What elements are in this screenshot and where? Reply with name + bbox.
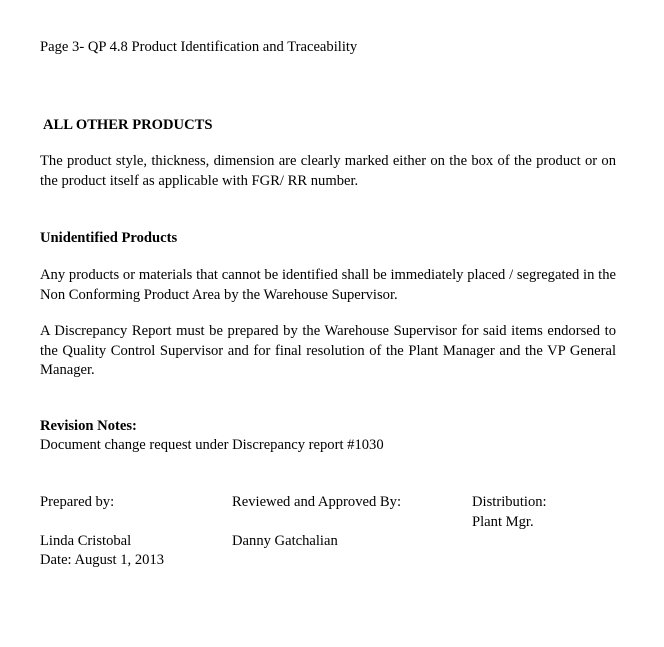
prepared-by-block [40, 493, 164, 571]
distribution-block [472, 493, 547, 532]
all-other-products-body: The product style, thickness, dimension are clearly marked either on the box of the product or on the product itself as applicable with FGR/ RR number. [40, 153, 616, 189]
page-title: Page 3- QP 4.8 Product Identification and Traceability [40, 39, 358, 55]
revision-notes-heading: Revision Notes: [40, 418, 137, 434]
prepared-by-label: Prepared by: [40, 494, 115, 510]
revision-notes-text: Document change request under Discrepancy report #1030 [40, 437, 384, 453]
reviewed-by-label: Reviewed and Approved By: [232, 494, 402, 510]
prepared-date: Date: August 1, 2013 [40, 552, 165, 568]
section-heading-unidentified-products: Unidentified Products [40, 230, 178, 246]
unidentified-products-paragraph-1: Any products or materials that cannot be identified shall be immediately placed / segregated in the Non Conforming Product Area by the Warehouse Supervisor. [40, 267, 616, 303]
distribution-label: Distribution: [472, 494, 547, 510]
section-heading-all-other-products: ALL OTHER PRODUCTS [43, 117, 213, 133]
prepared-by-name: Linda Cristobal [40, 532, 132, 549]
reviewed-by-name: Danny Gatchalian [232, 532, 338, 549]
unidentified-products-paragraph-2: A Discrepancy Report must be prepared by the Warehouse Supervisor for said items endorsed to the Quality Control Supervisor and for final resolution of the Plant Manager and the VP General Manager. [40, 323, 616, 378]
reviewed-by-block [232, 493, 401, 551]
distribution-value: Plant Mgr. [472, 513, 534, 530]
